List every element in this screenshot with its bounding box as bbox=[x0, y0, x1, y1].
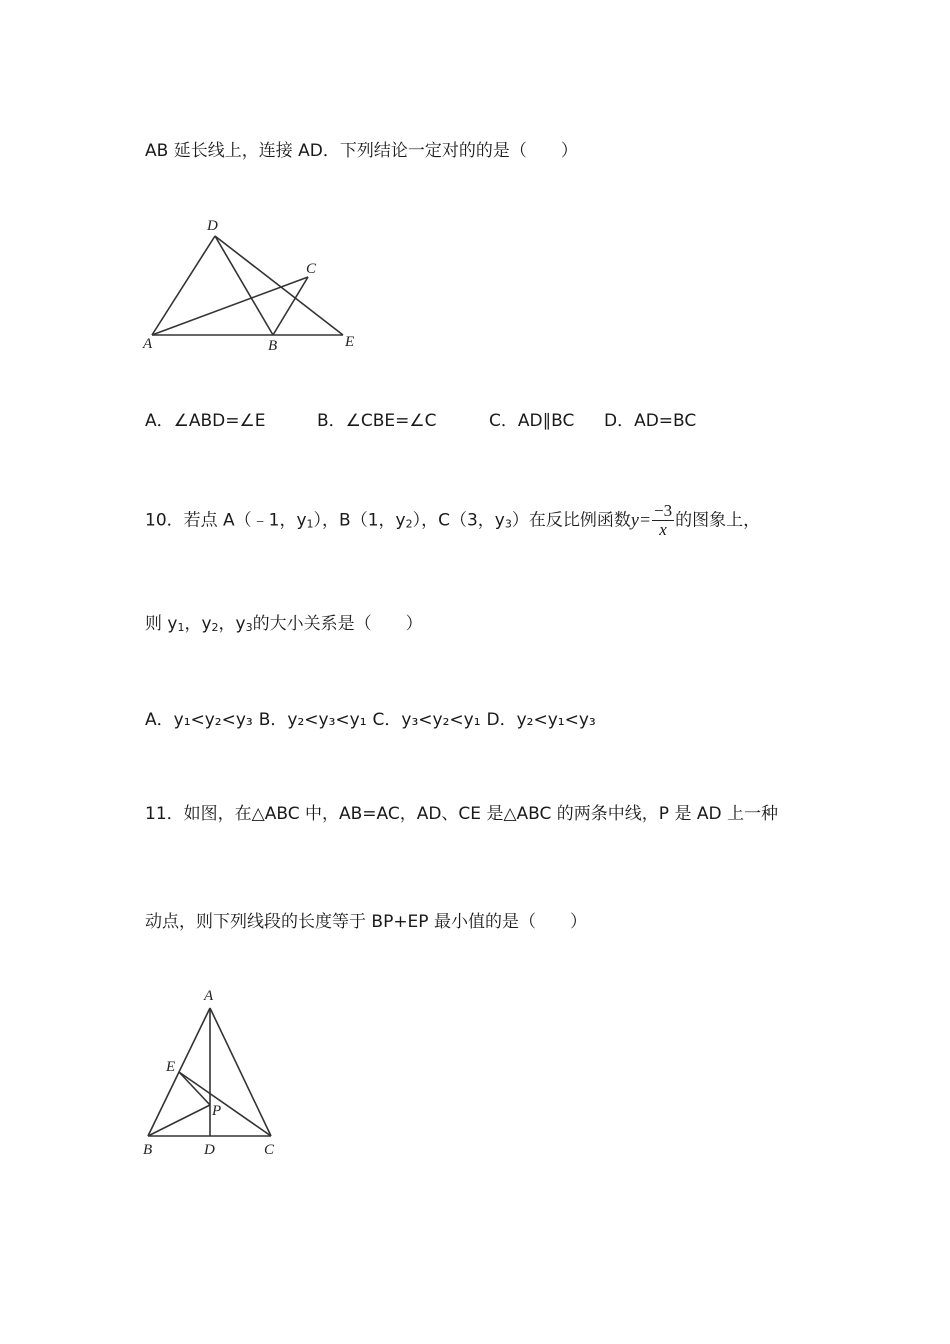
q10-text-d: ）在反比例函数 bbox=[511, 510, 631, 531]
q9-label-b: B bbox=[268, 338, 278, 354]
q9-option-a: A．∠ABD=∠E bbox=[145, 411, 266, 431]
q10-sub: 2 bbox=[211, 621, 219, 634]
q10-text-h: ，y bbox=[218, 614, 246, 634]
q9-option-c: C．AD∥BC bbox=[489, 411, 575, 431]
q9-option-b: B．∠CBE=∠C bbox=[317, 411, 437, 431]
q10-option-c: C．y₃<y₂<y₁ bbox=[372, 710, 481, 730]
q10-sub: 3 bbox=[504, 517, 512, 531]
q11-label-p: P bbox=[212, 1103, 222, 1119]
q10-sub: 3 bbox=[245, 621, 253, 634]
q9-label-e: E bbox=[345, 334, 355, 350]
q10-text-b: ），B（1，y bbox=[313, 510, 406, 531]
q11-label-a: A bbox=[204, 988, 214, 1004]
q10-text-a: 10．若点 A（﹣1，y bbox=[145, 510, 307, 531]
q9-stem: AB 延长线上，连接 AD．下列结论一定对的的是（ ） bbox=[145, 141, 578, 161]
q10-option-d: D．y₂<y₁<y₃ bbox=[486, 710, 596, 730]
q10-fraction bbox=[652, 502, 674, 539]
q9-label-c: C bbox=[306, 261, 317, 277]
q9-label-d: D bbox=[207, 218, 218, 234]
q9-option-d: D．AD=BC bbox=[604, 411, 697, 431]
q10-text-i: 的大小关系是（ ） bbox=[252, 614, 423, 634]
q10-options bbox=[145, 708, 596, 732]
q11-stem-line2: 动点，则下列线段的长度等于 BP+EP 最小值的是（ ） bbox=[145, 912, 587, 932]
q11-label-e: E bbox=[166, 1059, 176, 1075]
q10-text-e: 的图象上， bbox=[675, 510, 761, 531]
q9-figure bbox=[140, 210, 370, 360]
q11-figure bbox=[138, 985, 288, 1165]
q10-option-a: A．y₁<y₂<y₃ bbox=[145, 710, 253, 730]
q10-stem-line1 bbox=[145, 502, 760, 539]
q11-label-c: C bbox=[264, 1142, 275, 1158]
q11-label-d: D bbox=[204, 1142, 215, 1158]
q10-text-f: 则 y bbox=[145, 614, 178, 634]
q11-label-b: B bbox=[143, 1142, 153, 1158]
q10-option-b: B．y₂<y₃<y₁ bbox=[258, 710, 367, 730]
q10-text-c: ），C（3，y bbox=[412, 510, 505, 531]
q10-fraction-num: −3 bbox=[653, 501, 673, 520]
q10-sub: 2 bbox=[405, 517, 413, 531]
q11-stem-line1: 11．如图，在△ABC 中，AB=AC，AD、CE 是△ABC 的两条中线，P 是 AD 上一种 bbox=[145, 804, 778, 824]
q10-text-g: ，y bbox=[184, 614, 212, 634]
q9-options bbox=[145, 409, 696, 433]
q10-stem-line2 bbox=[145, 612, 423, 640]
q10-sub: 1 bbox=[306, 517, 314, 531]
q10-fraction-den: x bbox=[659, 520, 667, 539]
q10-func-lhs: y= bbox=[630, 509, 651, 530]
q9-label-a: A bbox=[143, 336, 153, 352]
q10-sub: 1 bbox=[177, 621, 185, 634]
